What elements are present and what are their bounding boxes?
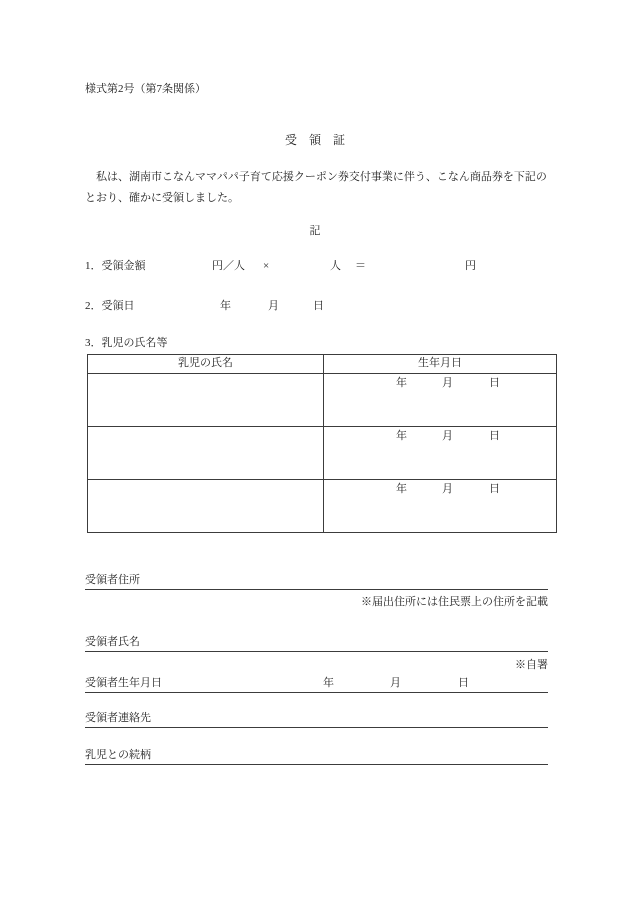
- receipt-date-label: 2．受領日: [85, 300, 135, 312]
- address-note: ※届出住所には住民票上の住所を記載: [361, 596, 548, 608]
- body-paragraph-line-2: とおり、確かに受領しました。: [85, 192, 239, 204]
- birthdate-cell: [324, 427, 557, 480]
- birthdate-cell: [324, 480, 557, 533]
- month-label: 月: [442, 377, 453, 389]
- body-paragraph-line-1: 私は、湖南市こなんママパパ子育て応援クーポン券交付事業に伴う、こなん商品券を下記の: [85, 171, 547, 183]
- month-label: 月: [442, 430, 453, 442]
- infant-relation-label: 乳児との続柄: [85, 749, 151, 761]
- day-label: 日: [489, 430, 500, 442]
- month-label: 月: [268, 300, 279, 312]
- year-label: 年: [220, 300, 231, 312]
- day-label: 日: [489, 377, 500, 389]
- amount-label: 1．受領金額: [85, 260, 146, 272]
- person-unit-label: 人: [330, 260, 341, 272]
- year-label: 年: [396, 430, 407, 442]
- form-number: 様式第2号（第7条関係）: [85, 83, 206, 95]
- birthdate-cell-content: [324, 480, 556, 532]
- day-label: 日: [313, 300, 324, 312]
- month-label: 月: [442, 483, 453, 495]
- recipient-birthdate-field: [85, 677, 548, 693]
- birthdate-header: 生年月日: [324, 355, 557, 374]
- yen-unit-label: 円: [465, 260, 476, 272]
- infants-section-row: [0, 337, 630, 352]
- signature-note: ※自署: [515, 659, 548, 671]
- recipient-name-label: 受領者氏名: [85, 636, 140, 648]
- amount-row: [0, 260, 630, 275]
- multiply-sign: ×: [263, 260, 270, 272]
- table-row: [88, 480, 557, 533]
- recipient-contact-field: [85, 712, 548, 728]
- birthdate-cell-content: [324, 427, 556, 479]
- receipt-date-row: [0, 300, 630, 315]
- table-row: [88, 374, 557, 427]
- table-header-row: [88, 355, 557, 374]
- day-label: 日: [458, 677, 469, 689]
- birthdate-cell-content: [324, 374, 556, 426]
- per-person-unit-label: 円／人: [212, 260, 245, 272]
- infant-name-header: 乳児の氏名: [88, 355, 324, 374]
- recipient-name-field: [85, 636, 548, 652]
- infant-table: [87, 354, 557, 533]
- month-label: 月: [390, 677, 401, 689]
- year-label: 年: [396, 377, 407, 389]
- table-row: [88, 427, 557, 480]
- infants-section-label: 3．乳児の氏名等: [85, 337, 168, 349]
- infant-relation-field: [85, 749, 548, 765]
- section-marker: 記: [309, 225, 321, 237]
- day-label: 日: [489, 483, 500, 495]
- year-label: 年: [323, 677, 334, 689]
- recipient-address-field: [85, 574, 548, 590]
- recipient-contact-label: 受領者連絡先: [85, 712, 151, 724]
- infant-name-cell: [88, 427, 324, 480]
- year-label: 年: [396, 483, 407, 495]
- page-title: 受 領 証: [284, 133, 345, 147]
- equals-sign: ＝: [355, 260, 366, 272]
- recipient-birthdate-label: 受領者生年月日: [85, 677, 162, 689]
- recipient-address-label: 受領者住所: [85, 574, 140, 586]
- birthdate-cell: [324, 374, 557, 427]
- infant-name-cell: [88, 480, 324, 533]
- infant-name-cell: [88, 374, 324, 427]
